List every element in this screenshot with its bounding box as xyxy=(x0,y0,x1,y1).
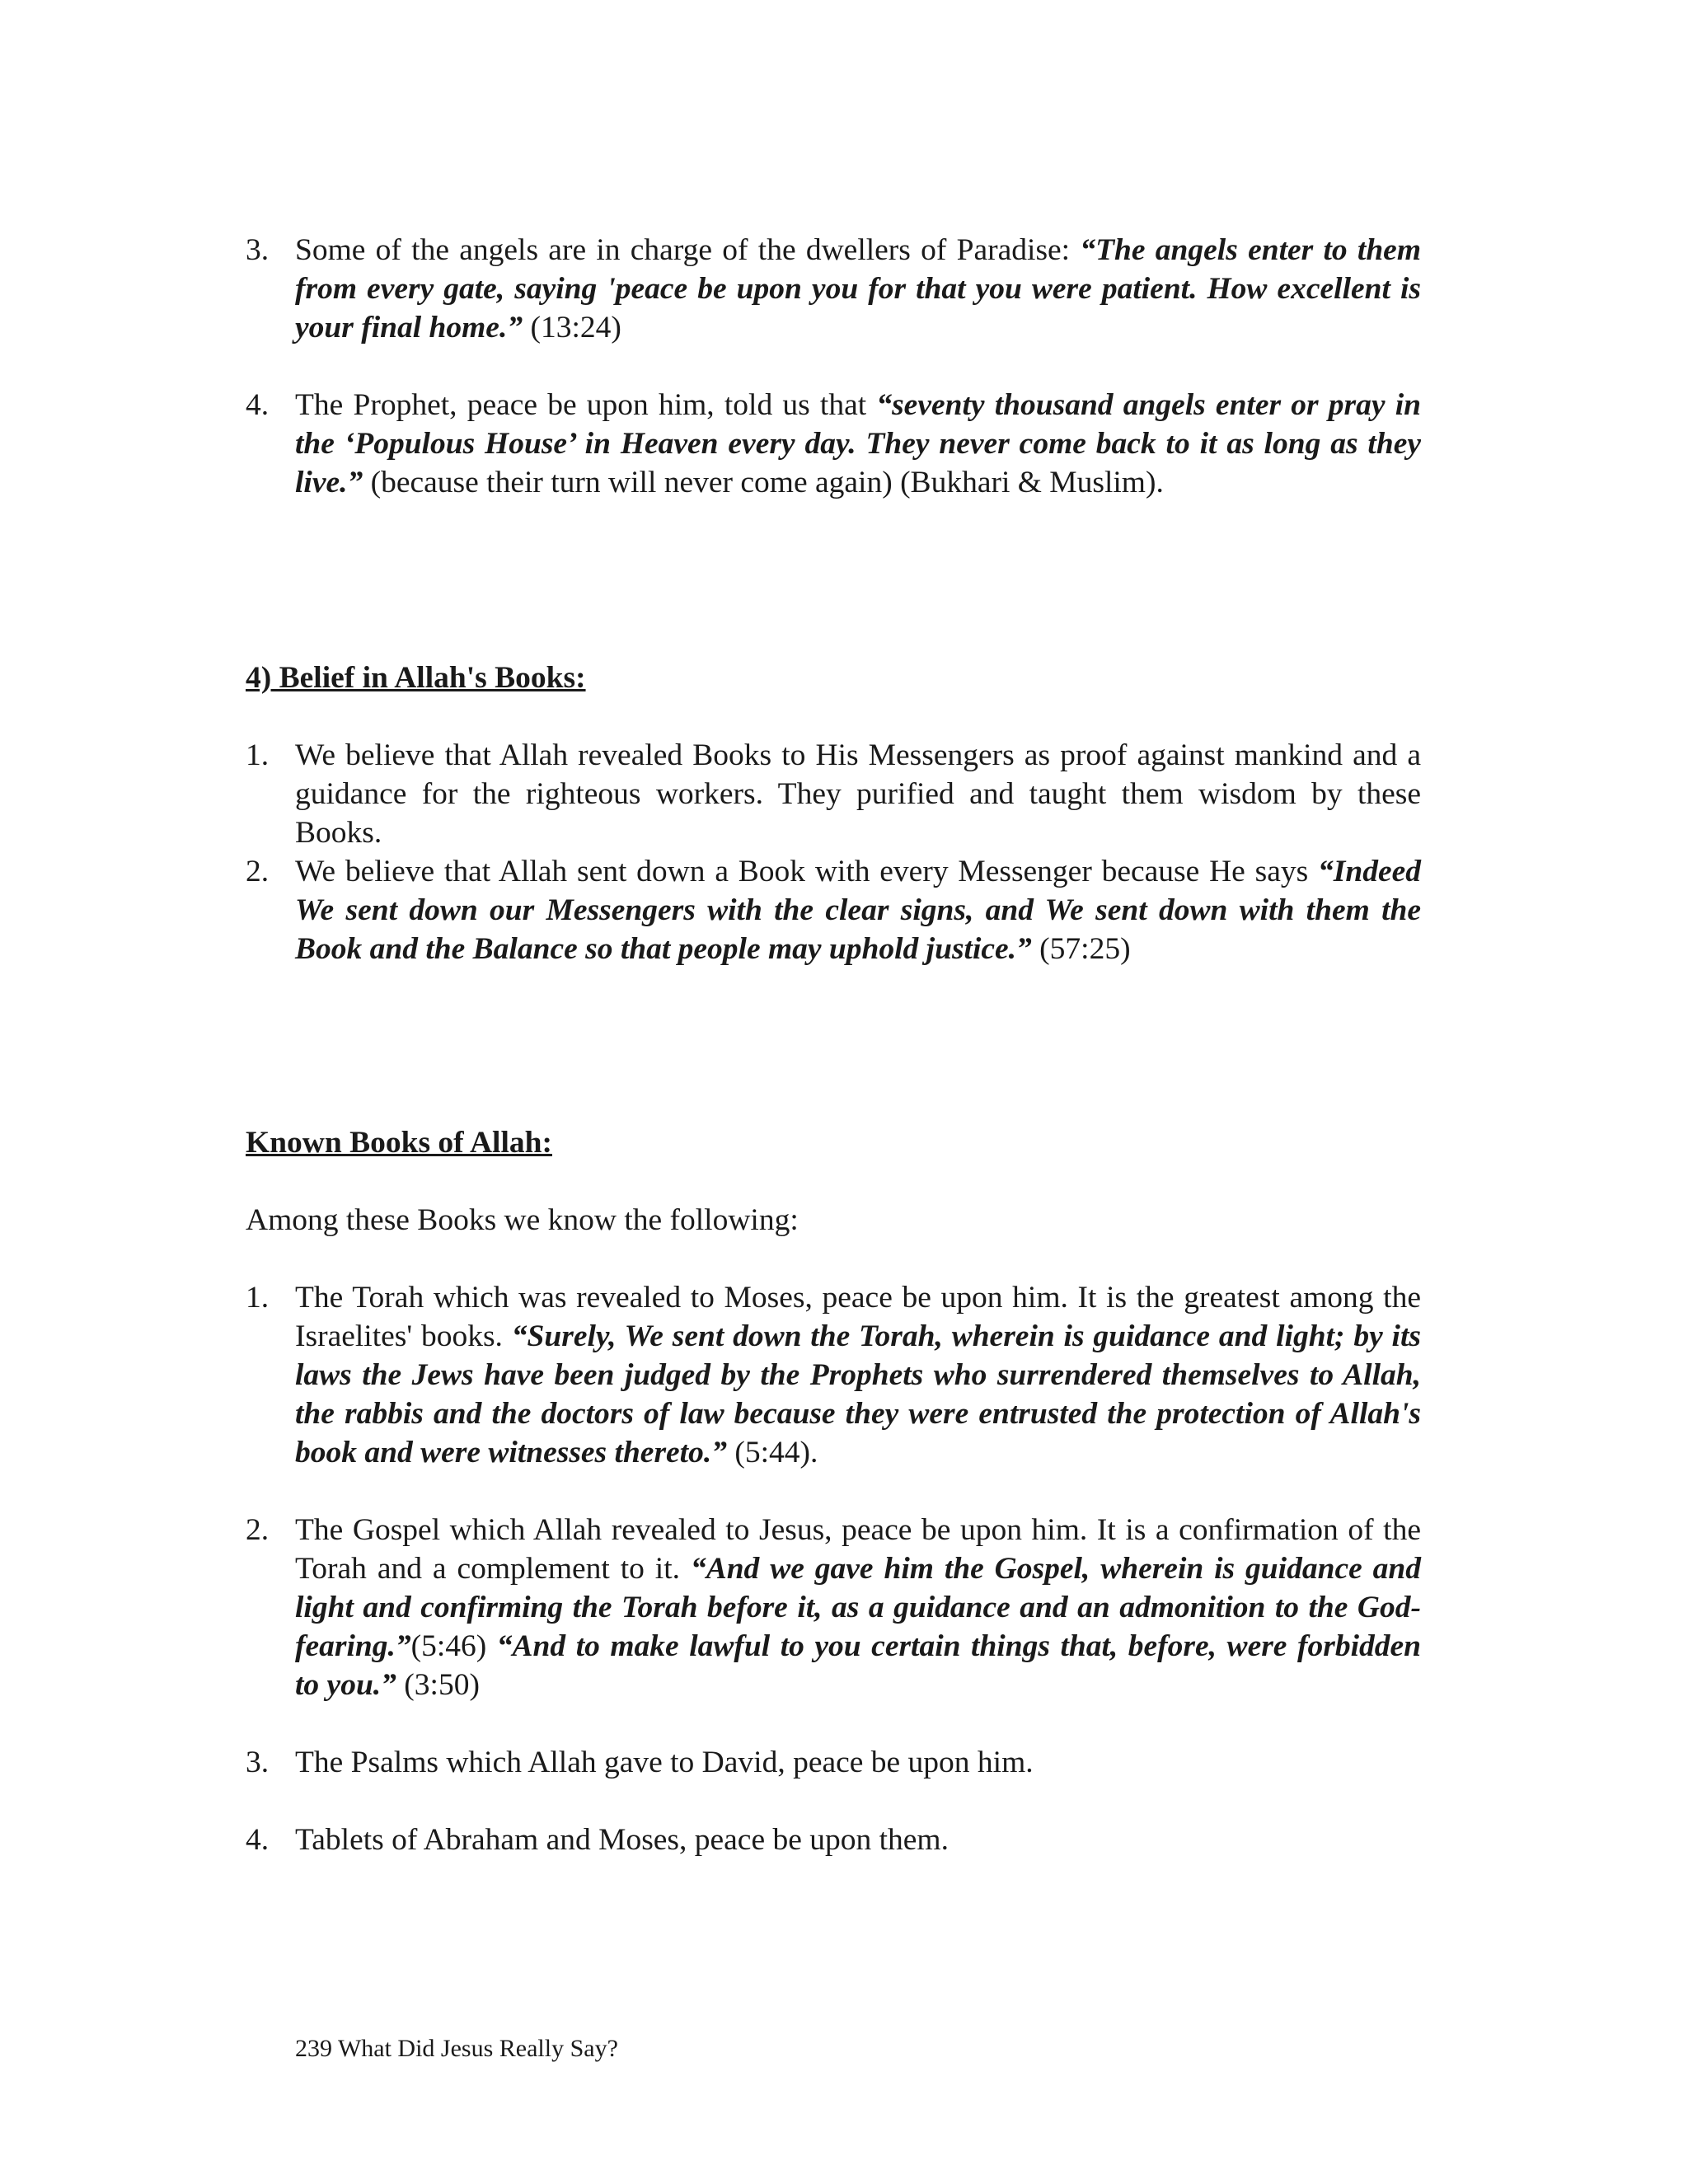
list-item xyxy=(246,1511,1421,1704)
section-intro: Among these Books we know the following: xyxy=(246,1203,799,1237)
item-number: 3. xyxy=(246,233,270,267)
item-reference: (3:50) xyxy=(396,1668,480,1702)
list-item xyxy=(246,852,1421,968)
section-heading-books: 4) Belief in Allah's Books: xyxy=(246,661,586,695)
hadith-quote: “seventy thousand angels enter or pray in the ‘Populous House’ in Heaven every day. They never come back to it as long as they live.” xyxy=(295,388,1421,499)
section-heading-known-books: Known Books of Allah: xyxy=(246,1126,552,1160)
known-books-list xyxy=(246,1278,1421,1859)
item-number: 1. xyxy=(246,738,270,772)
quran-quote: “The angels enter to them from every gate, saying 'peace be upon you for that you were patient. How excellent is your final home.” xyxy=(295,233,1421,344)
angels-list xyxy=(246,231,1421,502)
item-number: 1. xyxy=(246,1281,270,1315)
list-item xyxy=(246,1278,1421,1472)
item-text: The Torah which was revealed to Moses, peace be upon him. It is the greatest among the Israelites' books. xyxy=(295,1281,1421,1353)
item-reference: (5:46) xyxy=(410,1629,497,1663)
list-item xyxy=(246,231,1421,347)
item-reference: (because their turn will never come again) (Bukhari & Muslim). xyxy=(363,466,1164,499)
quran-quote: “And to make lawful to you certain things that, before, were forbidden to you.” xyxy=(295,1629,1421,1702)
books-list xyxy=(246,736,1421,968)
item-text: We believe that Allah sent down a Book with every Messenger because He says xyxy=(295,855,1318,888)
item-number: 3. xyxy=(246,1746,270,1779)
quran-quote: “Indeed We sent down our Messengers with the clear signs, and We sent down with them the Book and the Balance so that people may uphold justice.” xyxy=(295,855,1421,966)
list-item xyxy=(246,386,1421,502)
list-item xyxy=(246,1743,1421,1782)
quran-quote: “And we gave him the Gospel, wherein is guidance and light and confirming the Torah before it, as a guidance and an admonition to the God-fearing.” xyxy=(295,1552,1421,1663)
item-reference: (13:24) xyxy=(523,311,621,344)
list-item xyxy=(246,1821,1421,1859)
quran-quote: “Surely, We sent down the Torah, wherein is guidance and light; by its laws the Jews have been judged by the Prophets who surrendered themselves to Allah, the rabbis and the doctors of law because they were entrusted the protection of Allah's book and were witnesses thereto.” xyxy=(295,1319,1421,1469)
item-number: 4. xyxy=(246,1823,270,1857)
item-text: Tablets of Abraham and Moses, peace be upon them. xyxy=(295,1823,949,1857)
page-footer: 239 What Did Jesus Really Say? xyxy=(295,2035,618,2062)
item-text: The Gospel which Allah revealed to Jesus, peace be upon him. It is a confirmation of the Torah and a complement to it. xyxy=(295,1513,1421,1586)
item-text: The Psalms which Allah gave to David, peace be upon him. xyxy=(295,1746,1034,1779)
list-item xyxy=(246,736,1421,852)
item-reference: (57:25) xyxy=(1031,932,1131,966)
page-content xyxy=(246,231,1421,1859)
item-number: 2. xyxy=(246,855,270,888)
item-reference: (5:44). xyxy=(726,1436,818,1469)
item-number: 4. xyxy=(246,388,270,422)
item-text: Some of the angels are in charge of the dwellers of Paradise: xyxy=(295,233,1081,267)
item-text: We believe that Allah revealed Books to His Messengers as proof against mankind and a guidance for the righteous workers. They purified and taught them wisdom by these Books. xyxy=(295,738,1421,850)
item-number: 2. xyxy=(246,1513,270,1547)
item-text: The Prophet, peace be upon him, told us that xyxy=(295,388,877,422)
